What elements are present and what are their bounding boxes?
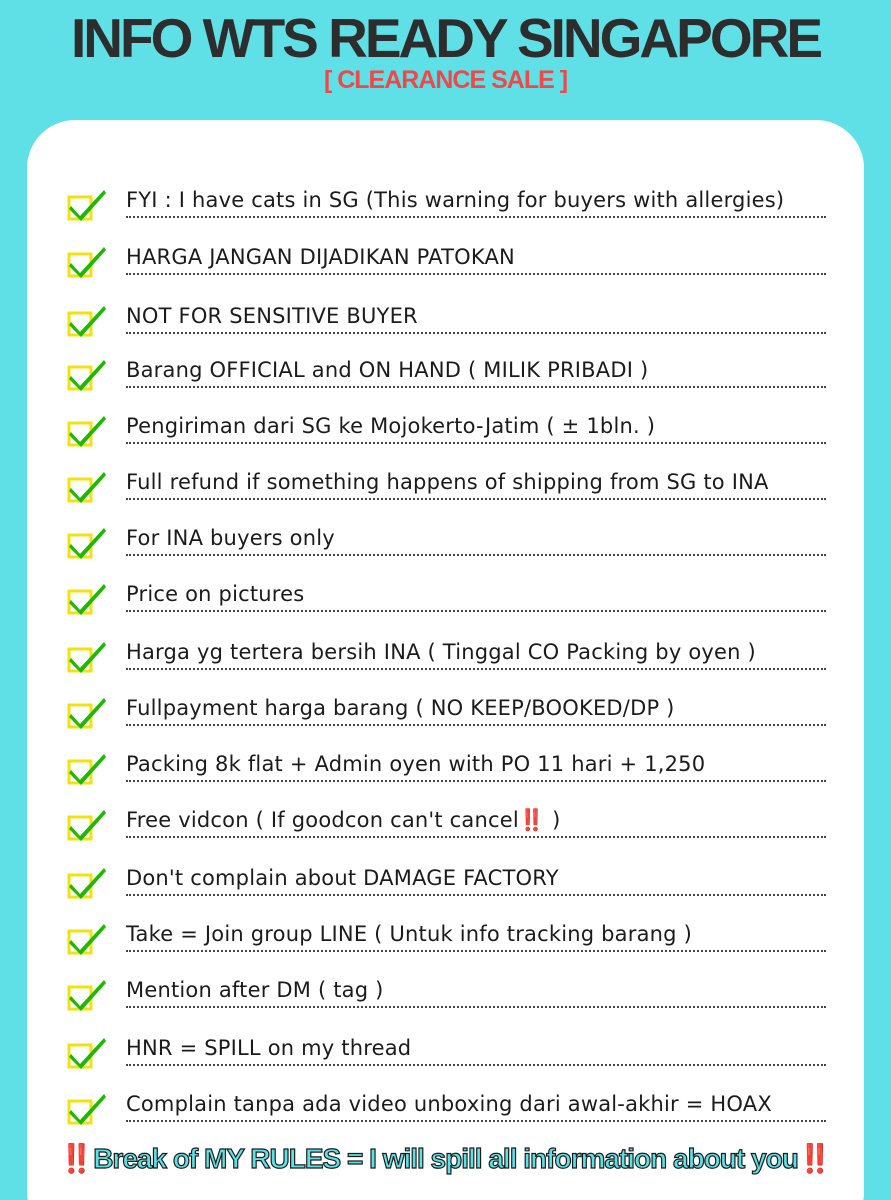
rule-item bbox=[66, 404, 866, 454]
checkbox-checked-icon bbox=[66, 470, 108, 506]
checkbox-checked-icon bbox=[66, 752, 108, 788]
rule-text: Don't complain about DAMAGE FACTORY bbox=[126, 864, 826, 896]
rule-text: Full refund if something happens of shipping from SG to INA bbox=[126, 468, 826, 500]
rule-item bbox=[66, 686, 866, 736]
rule-text: Harga yg tertera bersih INA ( Tinggal CO Packing by oyen ) bbox=[126, 638, 826, 670]
checkbox-checked-icon bbox=[66, 526, 108, 562]
footer-warning bbox=[0, 1142, 891, 1186]
double-exclamation-icon: ‼️ bbox=[797, 1143, 832, 1174]
checkbox-checked-icon bbox=[66, 866, 108, 902]
page-title: INFO WTS READY SINGAPORE bbox=[71, 7, 820, 69]
rule-text: HARGA JANGAN DIJADIKAN PATOKAN bbox=[126, 243, 826, 275]
rule-text: Take = Join group LINE ( Untuk info tracking barang ) bbox=[126, 920, 826, 952]
rule-item bbox=[66, 798, 866, 848]
double-exclamation-icon: ‼️ bbox=[59, 1143, 94, 1174]
footer-warning-text: Break of MY RULES = I will spill all information about you bbox=[93, 1143, 798, 1174]
checkbox-checked-icon bbox=[66, 978, 108, 1014]
rule-item bbox=[66, 630, 866, 680]
checkbox-checked-icon bbox=[66, 640, 108, 676]
rule-item bbox=[66, 348, 866, 398]
rule-text: HNR = SPILL on my thread bbox=[126, 1034, 826, 1066]
rule-item bbox=[66, 912, 866, 962]
rule-text: Pengiriman dari SG ke Mojokerto-Jatim ( ± 1bln. ) bbox=[126, 412, 826, 444]
rule-item bbox=[66, 460, 866, 510]
rule-item bbox=[66, 1082, 866, 1132]
rule-item bbox=[66, 178, 866, 228]
checkbox-checked-icon bbox=[66, 1036, 108, 1072]
checkbox-checked-icon bbox=[66, 358, 108, 394]
rule-text: Barang OFFICIAL and ON HAND ( MILIK PRIBADI ) bbox=[126, 356, 826, 388]
rule-item bbox=[66, 235, 866, 285]
checkbox-checked-icon bbox=[66, 304, 108, 340]
rule-item bbox=[66, 1026, 866, 1076]
checkbox-checked-icon bbox=[66, 414, 108, 450]
checkbox-checked-icon bbox=[66, 1092, 108, 1128]
checkbox-checked-icon bbox=[66, 696, 108, 732]
checkbox-checked-icon bbox=[66, 245, 108, 281]
rule-item bbox=[66, 572, 866, 622]
rule-text: Complain tanpa ada video unboxing dari awal-akhir = HOAX bbox=[126, 1090, 826, 1122]
rule-item bbox=[66, 294, 866, 344]
checkbox-checked-icon bbox=[66, 582, 108, 618]
rule-text: Price on pictures bbox=[126, 580, 826, 612]
rule-text: Free vidcon ( If goodcon can't cancel‼️ ) bbox=[126, 806, 826, 838]
checkbox-checked-icon bbox=[66, 922, 108, 958]
rule-text: For INA buyers only bbox=[126, 524, 826, 556]
rule-item bbox=[66, 516, 866, 566]
rule-text: Packing 8k flat + Admin oyen with PO 11 hari + 1,250 bbox=[126, 750, 826, 782]
rule-text: FYI : I have cats in SG (This warning for buyers with allergies) bbox=[126, 186, 826, 218]
checkbox-checked-icon bbox=[66, 808, 108, 844]
rule-text: Mention after DM ( tag ) bbox=[126, 976, 826, 1008]
rule-text: NOT FOR SENSITIVE BUYER bbox=[126, 302, 826, 334]
page-subtitle: [ CLEARANCE SALE ] bbox=[323, 66, 568, 94]
rule-item bbox=[66, 968, 866, 1018]
rule-text: Fullpayment harga barang ( NO KEEP/BOOKED/DP ) bbox=[126, 694, 826, 726]
rule-item bbox=[66, 856, 866, 906]
rule-item bbox=[66, 742, 866, 792]
checkbox-checked-icon bbox=[66, 188, 108, 224]
